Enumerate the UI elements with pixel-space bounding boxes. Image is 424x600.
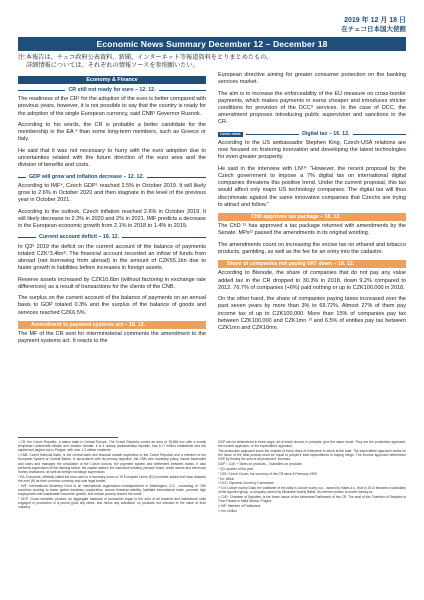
footnote: ⁶ Q3: quarter of the year xyxy=(218,467,254,471)
footnote: ⁸ bn: billion xyxy=(218,476,235,481)
heading-tax-package xyxy=(218,213,406,221)
footnote: ⁵ GDP: Gross domestic product, an aggregate measure of production equal to the sum of all resident and institutional units engaged in production in a period (plus any taxes, and minus any subsidies, on products not included in the value of their outputs). xyxy=(18,497,206,510)
footnote: ¹¹ ChD: Chamber of Deputies, is the lower house of the bicameral Parliament of the CR. The seat of the Chamber of Deputies is Thun Palace in Malá Strana, Prague. xyxy=(218,495,406,504)
heading-rule xyxy=(122,237,206,238)
footnotes-right xyxy=(218,440,406,514)
heading-payment-systems xyxy=(18,321,206,329)
heading-rule xyxy=(159,90,206,91)
heading-euro-text: CR still not ready for euro – 12. 12. xyxy=(68,87,156,93)
report-date: 2019 年 12 月 18 日 xyxy=(344,17,406,24)
footnote: ⁴ IMF: International Monetary Fund is an international organization headquartered in Washington, D.C., consisting of "189 countries working to foster global monetary cooperation, secure financial stability, facilitate international trade, promote high employment and sustainable economic growth, and reduce poverty around the world." xyxy=(18,483,206,497)
czech-news-label: Czech news xyxy=(220,131,241,136)
paragraph: The readiness of the CR¹ for the adoption of the euro is better compared with previous years, however, it is not possible to say that the country is ready for the adoption of the single European currency, said CNB² Governor Rusnok. xyxy=(18,96,206,117)
paragraph: In Q3⁶ 2019 the deficit on the current account of the balance of payments totaled CZK⁷3.4bn⁸. The financial account recorded an inflow of funds from abroad (net borrowing from abroad) in the amount of CZK55.1bn due to faster growth in liabilities before increases in foreign assets. xyxy=(18,243,206,272)
paragraph: According to IMF⁴, Czech GDP⁵ reached 2.5% in October 2019. It will likely grow to 2.6% in October 2020 and then stagnate in the level of the previous year in October 2021. xyxy=(18,182,206,204)
heading-rule xyxy=(246,134,300,135)
paragraph: According to Bisnode, the share of companies that do not pay any value added tax in the CR dropped to 30.3% in 2018, down 9.2% compared to 2012. 76.7% of companies (+6%) paid nothing or up to CZK100,000 in 2018. xyxy=(218,270,406,291)
paragraph: The aim is to increase the enforceability of the EU measure on cross-border payments, which makes payments in euros cheaper and introduces stricter conditions for provision of the DCC⁹ services. In the case of DCC, the amendment proposes introducing public supervision and sanctions in the CR. xyxy=(218,90,406,126)
footnote: ² CNB: Czech National Bank, is the central bank and financial market supervisor in the Czech Republic and a member of the European System of Central Banks. In accordance with its primary objective, the CNB sets monetary policy, issues banknotes and coins and manages the circulation of the Czech koruna, the payment system and settlement between banks. It also performs supervision of the banking sector, the capital market, the insurance industry, pension funds, credit unions and electronic money institutions, as well as foreign exchange supervision. xyxy=(18,453,206,475)
footnote: GDP = CoE + Taxes on products – Subsidies on products xyxy=(218,462,302,467)
heading-gdp-text: GDP will grow and inflation decrease – 12. 12. xyxy=(29,173,145,180)
footnote: ¹⁰ LN: Lidové noviny Daily, the publisher of the daily is Lidové noviny a.s., owned by Mafra a.s., that in 2013 became a subsidiary of the Agrofert group, a company owned by billionaire Andrej Babiš. Its internet version is server lidovky.cz xyxy=(218,486,406,495)
heading-payment-systems-text: Amendment to payment systems act – 16. 12. xyxy=(31,321,146,328)
heading-euro xyxy=(18,87,206,94)
left-column xyxy=(18,74,206,350)
heading-current-account xyxy=(18,234,206,241)
paragraph: According to his words, the CR is probable a better candidate for the membership in the EA ³ than some long-term members, such as Greece or Italy. xyxy=(18,122,206,143)
heading-digital-tax-text: Digital tax – 16. 12. xyxy=(302,130,350,137)
heading-gdp xyxy=(18,174,206,181)
heading-vat xyxy=(218,260,406,268)
paragraph: According to the outlook, Czech inflation reached 2.6% in October 2019. It will likely decrease to 2.3% in 2020 and 2% in 2021. IMF predicts a decrease in the European economic growth from 2.1% in 2018 to 1.4% in 2019. xyxy=(18,208,206,229)
heading-digital-tax xyxy=(218,131,406,138)
paragraph: He said that it was not necessary to hurry with the euro adoption due to uncertainties related with the future direction of the euro area and the division of benefits and costs. xyxy=(18,147,206,169)
paragraph: On the other hand, the share of companies paying taxes increased over the past seven years by more than 3% to 69.72%. Almost 27% of them pay income tax of up to CZK100,000. More than 15% of companies pay tax between CZK100,000 and CZK1mn ¹³ and 6.5% of entities pay tax between CZK1mn and CZK10mn. xyxy=(218,296,406,331)
heading-current-account-text: Current account deficit – 16. 12. xyxy=(39,234,120,241)
heading-rule xyxy=(18,90,65,91)
footnote: ¹³ mn: million xyxy=(218,508,237,513)
paragraph: The amendments count on increasing the excise tax on ethanol and tobacco products, gambling, as well as the fee for an entry into the cadastre. xyxy=(218,241,406,255)
footnote: ³ EA: Eurozone, officially called the euro area is a monetary union of 19 European Union (EU) member states that have adopted the euro (€) as their common currency and sole legal tender. xyxy=(18,474,206,484)
section-title-economy: Economy & Finance xyxy=(18,76,206,84)
heading-rule xyxy=(18,237,36,238)
paragraph: Reserve assets increased by CZK10.6bn (without factoring in exchange rate differences) as a result of transactions for the clients of the CNB. xyxy=(18,276,206,290)
footnote: ¹ CR: the Czech Republic, a nation state in Central Europe. The Czech Republic covers an area of 78,866 km² with a mostly temperate continental climate and oceanic climate. It is a unitary parliamentary republic, has 10.7 million inhabitants and the capital and largest city is Prague, with over 1.3 million residents. xyxy=(18,440,206,453)
footnote: GDP can be determined in three ways, all of which should, in principle, give the same result. They are the production approach, the income approach, or the expenditure approach. xyxy=(218,440,406,449)
page-title: Economic News Summary December 12 – December 18 xyxy=(18,37,406,51)
footnote: ¹² MP: Member of Parliament xyxy=(218,504,261,509)
paragraph: The ChD ¹¹ has approved a tax package returned with amendments by the Senate. MPs¹² passed the amendments in its original wording. xyxy=(218,223,406,237)
intro-note xyxy=(18,54,406,70)
footnote: ⁹ DCC: Dynamic Currency Conversion xyxy=(218,481,275,486)
paragraph: The MF of the CR sent for interministerial comments the amendment to the payment systems act. It reacts to the xyxy=(18,330,206,345)
paragraph: The surplus on the current account of the balance of payments on an annual basis to GDP totaled 0.3% and the surplus of the balance of goods and services reached CZK6.5%. xyxy=(18,295,206,316)
footnotes-left xyxy=(18,440,206,510)
heading-rule xyxy=(18,177,26,178)
heading-tax-package-text: ChD approves tax package – 18. 12. xyxy=(251,214,341,221)
footnote: ⁷ CZK: Czech Crown, the currency of the CR since 8 February 1993 xyxy=(218,471,317,476)
footnote: The production approach sums the outputs of every class of enterprise to arrive at the total. The expenditure approach works on the value of the total product must be equal to people's total expenditures in buying things. The income approach determines GDP by finding the sum of all producers' incomes. xyxy=(218,449,406,462)
paragraph: European directive aiming for greater consumer protection on the banking services market. xyxy=(218,72,406,86)
paragraph: According to the US ambassador Stephen King, Czech-USA relations are now focused on fostering innovation and developing the latest technologies for even greater prosperity. xyxy=(218,140,406,161)
heading-rule xyxy=(147,177,206,178)
intro-line-1: 注:本報告は、チェコ政府公表資料、新聞、インターネット等報道資料をとりまとめたもの。 xyxy=(18,54,273,61)
footnote-divider xyxy=(18,437,118,438)
heading-vat-text: Share of companies not paying VAT down – 18. 12. xyxy=(227,261,355,268)
heading-rule xyxy=(353,134,407,135)
intro-line-2: 詳細情報については、それぞれの情報ソースを参照願いたい。 xyxy=(26,62,199,69)
embassy-name: 在チェコ日本国大使館 xyxy=(341,26,406,33)
right-column xyxy=(218,72,406,336)
paragraph: He said in the interview with LN¹⁰: "However, the recent proposal by the Czech government to impose a 7% digital tax on international digital companies threatens this positive trend. Under the current proposal, this tax would affect only major US technology companies. The digital tax will thus discriminate against the same innovative companies that Czechs are trying to attract and follow." xyxy=(218,165,406,208)
